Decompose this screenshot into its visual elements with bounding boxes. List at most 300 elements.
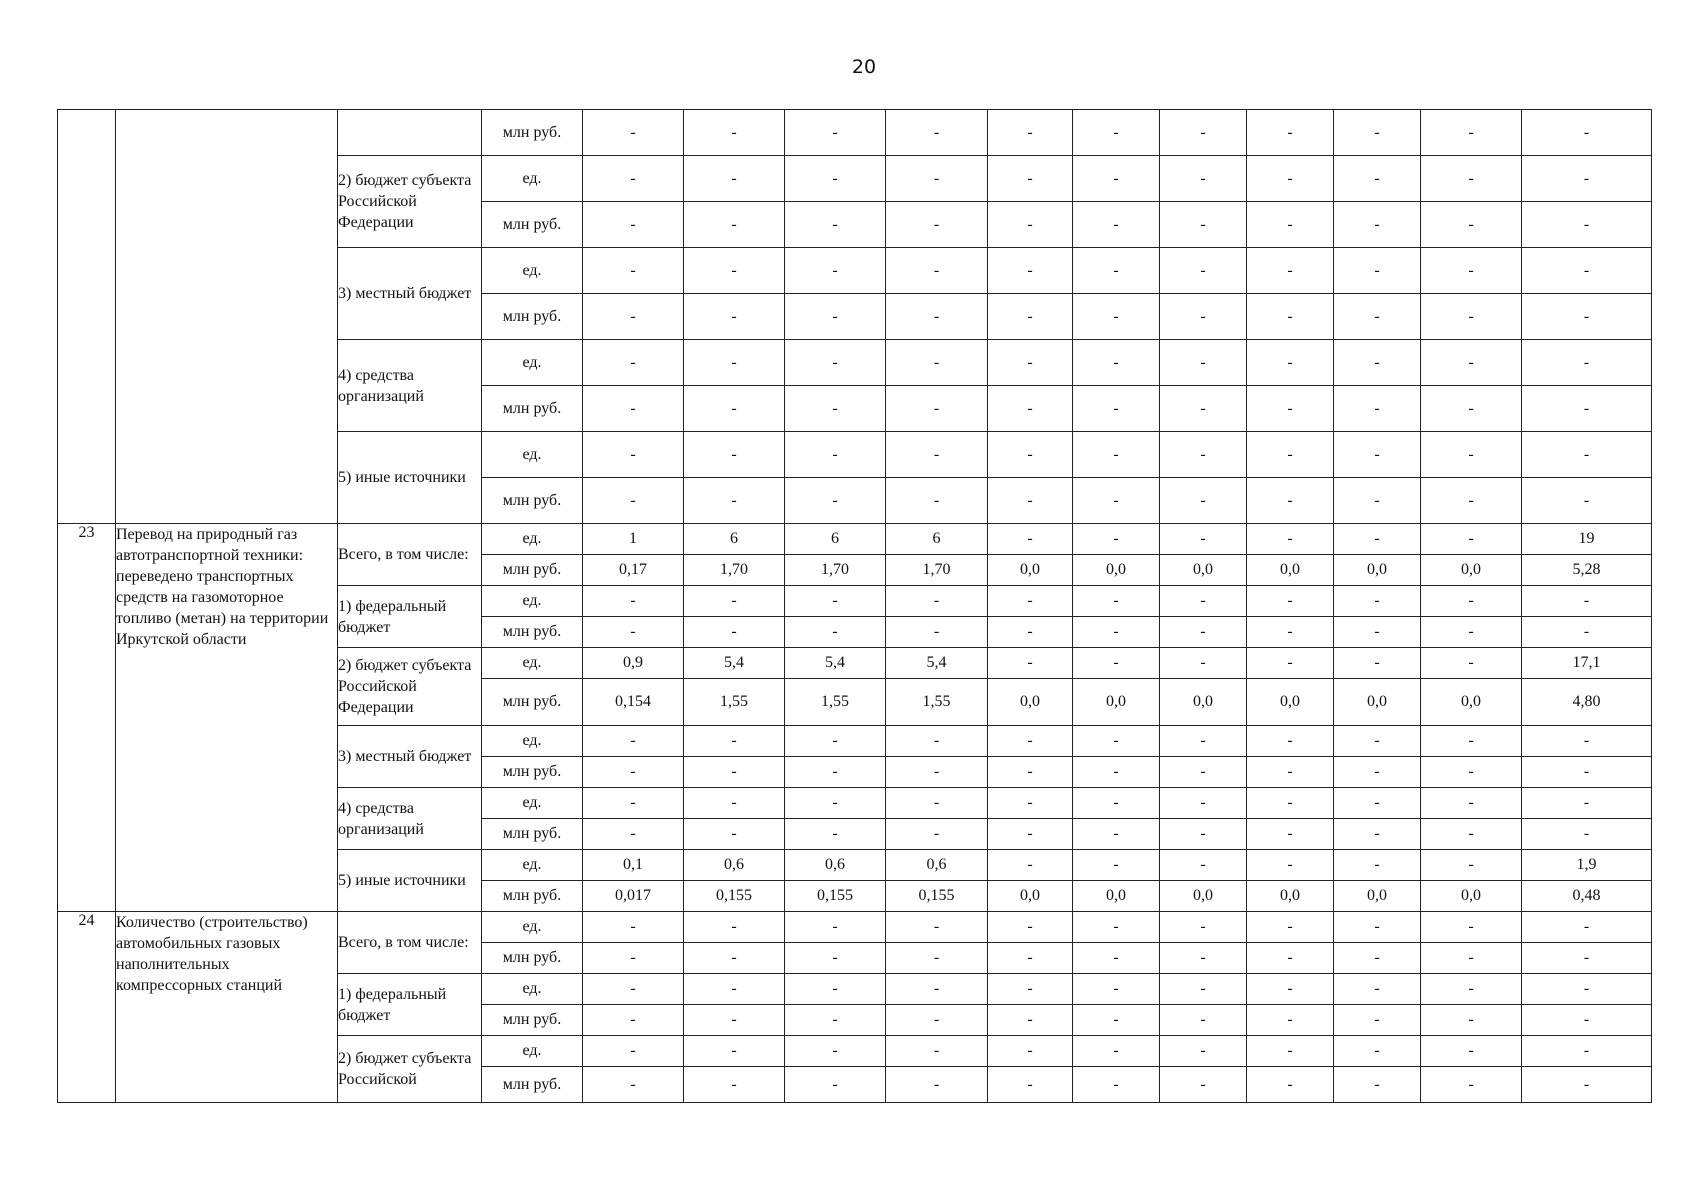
unit-cell: млн руб. <box>482 679 583 726</box>
value-cell: - <box>988 432 1073 478</box>
unit-cell: ед. <box>482 524 583 555</box>
value-cell: - <box>1247 850 1334 881</box>
value-cell: - <box>988 1005 1073 1036</box>
value-cell: - <box>1421 1036 1522 1067</box>
value-cell: 0,1 <box>583 850 684 881</box>
value-cell: - <box>1522 586 1652 617</box>
value-cell: - <box>1334 1036 1421 1067</box>
value-cell: 0,155 <box>886 881 988 912</box>
value-cell: - <box>1334 912 1421 943</box>
value-cell: - <box>1421 850 1522 881</box>
value-cell: - <box>886 819 988 850</box>
value-cell: - <box>988 586 1073 617</box>
unit-cell: млн руб. <box>482 202 583 248</box>
value-cell: - <box>886 294 988 340</box>
value-cell: - <box>583 1005 684 1036</box>
value-cell: - <box>1421 1067 1522 1103</box>
value-cell: - <box>988 617 1073 648</box>
value-cell: - <box>1334 850 1421 881</box>
value-cell: - <box>583 912 684 943</box>
value-cell: - <box>1073 478 1160 524</box>
value-cell: - <box>785 912 886 943</box>
value-cell: - <box>785 1005 886 1036</box>
value-cell: - <box>988 726 1073 757</box>
value-cell: - <box>583 586 684 617</box>
value-cell: - <box>1073 202 1160 248</box>
value-cell: 0,0 <box>1073 555 1160 586</box>
value-cell: - <box>785 294 886 340</box>
value-cell: 0,6 <box>684 850 785 881</box>
value-cell: 0,0 <box>988 881 1073 912</box>
value-cell: - <box>684 726 785 757</box>
value-cell: - <box>1160 156 1247 202</box>
value-cell: - <box>1421 788 1522 819</box>
value-cell: - <box>1334 788 1421 819</box>
value-cell: - <box>785 586 886 617</box>
source-label: 2) бюджет субъекта Российской Федерации <box>338 156 482 248</box>
value-cell: - <box>1247 110 1334 156</box>
value-cell: 0,17 <box>583 555 684 586</box>
value-cell: - <box>1421 432 1522 478</box>
value-cell: - <box>1160 850 1247 881</box>
value-cell: - <box>1160 1005 1247 1036</box>
value-cell: - <box>583 943 684 974</box>
value-cell: - <box>684 1036 785 1067</box>
value-cell: 1,70 <box>785 555 886 586</box>
unit-cell: ед. <box>482 586 583 617</box>
value-cell: - <box>1334 617 1421 648</box>
unit-cell: млн руб. <box>482 819 583 850</box>
value-cell: - <box>684 294 785 340</box>
unit-cell: ед. <box>482 156 583 202</box>
value-cell: - <box>1073 340 1160 386</box>
value-cell: - <box>1073 757 1160 788</box>
value-cell: - <box>1522 202 1652 248</box>
unit-cell: млн руб. <box>482 1005 583 1036</box>
unit-cell: млн руб. <box>482 294 583 340</box>
unit-cell: млн руб. <box>482 757 583 788</box>
value-cell: - <box>1522 248 1652 294</box>
value-cell: - <box>684 912 785 943</box>
value-cell: - <box>785 478 886 524</box>
value-cell: - <box>684 110 785 156</box>
unit-cell: ед. <box>482 912 583 943</box>
value-cell: - <box>1247 943 1334 974</box>
unit-cell: млн руб. <box>482 386 583 432</box>
source-label: 3) местный бюджет <box>338 248 482 340</box>
unit-cell: ед. <box>482 726 583 757</box>
value-cell: - <box>1247 156 1334 202</box>
unit-cell: ед. <box>482 1036 583 1067</box>
value-cell: - <box>988 340 1073 386</box>
value-cell: - <box>1160 648 1247 679</box>
value-cell: - <box>684 757 785 788</box>
value-cell: - <box>988 974 1073 1005</box>
value-cell: - <box>583 819 684 850</box>
value-cell: - <box>785 1036 886 1067</box>
value-cell: - <box>1247 1005 1334 1036</box>
value-cell: - <box>1522 386 1652 432</box>
value-cell: - <box>583 1036 684 1067</box>
value-cell: - <box>886 110 988 156</box>
source-label: 5) иные источники <box>338 432 482 524</box>
value-cell: - <box>1247 294 1334 340</box>
value-cell: - <box>1247 1036 1334 1067</box>
value-cell: - <box>1334 757 1421 788</box>
value-cell: 0,0 <box>1421 679 1522 726</box>
value-cell: - <box>886 248 988 294</box>
value-cell: - <box>1522 912 1652 943</box>
value-cell: - <box>1522 1005 1652 1036</box>
value-cell: - <box>1160 478 1247 524</box>
item-number: 24 <box>58 912 116 1103</box>
value-cell: - <box>684 248 785 294</box>
value-cell: - <box>583 386 684 432</box>
value-cell: - <box>1073 1036 1160 1067</box>
value-cell: - <box>785 617 886 648</box>
value-cell: - <box>785 432 886 478</box>
value-cell: - <box>1421 524 1522 555</box>
value-cell: - <box>886 478 988 524</box>
value-cell: - <box>1522 726 1652 757</box>
value-cell: - <box>1073 1067 1160 1103</box>
value-cell: - <box>1334 248 1421 294</box>
unit-cell: ед. <box>482 974 583 1005</box>
value-cell: 0,0 <box>1073 679 1160 726</box>
value-cell: - <box>1247 432 1334 478</box>
value-cell: - <box>1334 974 1421 1005</box>
value-cell: - <box>1421 110 1522 156</box>
unit-cell: млн руб. <box>482 110 583 156</box>
value-cell: - <box>785 726 886 757</box>
value-cell: - <box>1522 478 1652 524</box>
value-cell: - <box>1160 1067 1247 1103</box>
value-cell: 0,0 <box>1160 555 1247 586</box>
value-cell: - <box>583 202 684 248</box>
value-cell: - <box>1247 1067 1334 1103</box>
source-label: 5) иные источники <box>338 850 482 912</box>
unit-cell: млн руб. <box>482 555 583 586</box>
value-cell: - <box>1421 912 1522 943</box>
value-cell: - <box>988 819 1073 850</box>
value-cell: 0,155 <box>785 881 886 912</box>
value-cell: - <box>886 386 988 432</box>
value-cell: - <box>1160 586 1247 617</box>
value-cell: - <box>1073 726 1160 757</box>
value-cell: - <box>1522 974 1652 1005</box>
value-cell: - <box>988 1036 1073 1067</box>
value-cell: - <box>583 432 684 478</box>
unit-cell: ед. <box>482 788 583 819</box>
value-cell: - <box>1073 110 1160 156</box>
value-cell: 5,4 <box>785 648 886 679</box>
value-cell: 1,70 <box>886 555 988 586</box>
value-cell: - <box>1421 294 1522 340</box>
value-cell: - <box>1421 819 1522 850</box>
value-cell: - <box>1160 617 1247 648</box>
value-cell: - <box>886 726 988 757</box>
value-cell: - <box>1334 340 1421 386</box>
value-cell: - <box>988 757 1073 788</box>
value-cell: - <box>1247 617 1334 648</box>
table-row <box>58 912 1652 943</box>
value-cell: - <box>1334 1005 1421 1036</box>
value-cell: - <box>1522 943 1652 974</box>
value-cell: - <box>785 156 886 202</box>
value-cell: 5,4 <box>886 648 988 679</box>
value-cell: - <box>684 943 785 974</box>
value-cell: - <box>1421 617 1522 648</box>
value-cell: - <box>1160 726 1247 757</box>
item-description: Количество (строительство) автомобильных газовых наполнительных компрессорных станций <box>116 912 338 1103</box>
value-cell: - <box>583 156 684 202</box>
value-cell: - <box>1421 648 1522 679</box>
value-cell: - <box>785 110 886 156</box>
value-cell: - <box>1247 757 1334 788</box>
value-cell: 0,6 <box>886 850 988 881</box>
value-cell: - <box>583 974 684 1005</box>
value-cell: - <box>886 1067 988 1103</box>
value-cell: - <box>1247 340 1334 386</box>
table-row <box>58 110 1652 156</box>
value-cell: - <box>785 943 886 974</box>
value-cell: 0,154 <box>583 679 684 726</box>
value-cell: - <box>886 788 988 819</box>
value-cell: - <box>1334 1067 1421 1103</box>
value-cell: - <box>1247 248 1334 294</box>
value-cell: - <box>886 974 988 1005</box>
value-cell: - <box>1160 340 1247 386</box>
value-cell: 1,55 <box>785 679 886 726</box>
value-cell: - <box>886 757 988 788</box>
value-cell: 1,9 <box>1522 850 1652 881</box>
value-cell: - <box>785 340 886 386</box>
value-cell: 0,9 <box>583 648 684 679</box>
value-cell: - <box>988 478 1073 524</box>
value-cell: - <box>988 524 1073 555</box>
value-cell: - <box>988 386 1073 432</box>
value-cell: - <box>1522 788 1652 819</box>
source-label: 4) средства организаций <box>338 788 482 850</box>
value-cell: 6 <box>886 524 988 555</box>
item-number-cell <box>58 110 116 524</box>
value-cell: - <box>1522 110 1652 156</box>
value-cell: 6 <box>785 524 886 555</box>
value-cell: - <box>583 110 684 156</box>
value-cell: - <box>785 819 886 850</box>
source-label: 1) федеральный бюджет <box>338 974 482 1036</box>
value-cell: - <box>1421 726 1522 757</box>
value-cell: - <box>1421 248 1522 294</box>
value-cell: - <box>684 432 785 478</box>
value-cell: - <box>1073 648 1160 679</box>
value-cell: 1,70 <box>684 555 785 586</box>
value-cell: - <box>1421 202 1522 248</box>
value-cell: - <box>886 156 988 202</box>
value-cell: - <box>886 432 988 478</box>
value-cell: - <box>1334 294 1421 340</box>
value-cell: - <box>1421 478 1522 524</box>
value-cell: - <box>1247 788 1334 819</box>
value-cell: - <box>583 757 684 788</box>
unit-cell: ед. <box>482 432 583 478</box>
value-cell: - <box>1522 617 1652 648</box>
value-cell: - <box>886 943 988 974</box>
value-cell: 0,0 <box>1421 881 1522 912</box>
value-cell: 0,0 <box>988 679 1073 726</box>
value-cell: - <box>886 1036 988 1067</box>
value-cell: - <box>886 912 988 943</box>
value-cell: 0,0 <box>1247 679 1334 726</box>
value-cell: - <box>988 912 1073 943</box>
value-cell: - <box>1073 943 1160 974</box>
value-cell: - <box>1522 1036 1652 1067</box>
value-cell: - <box>684 202 785 248</box>
value-cell: - <box>1334 202 1421 248</box>
value-cell: - <box>1160 788 1247 819</box>
source-label: Всего, в том числе: <box>338 912 482 974</box>
value-cell: - <box>988 1067 1073 1103</box>
value-cell: - <box>886 340 988 386</box>
value-cell: - <box>1160 248 1247 294</box>
value-cell: - <box>1160 757 1247 788</box>
value-cell: - <box>1073 1005 1160 1036</box>
value-cell: - <box>1421 757 1522 788</box>
value-cell: - <box>988 156 1073 202</box>
value-cell: - <box>684 386 785 432</box>
value-cell: - <box>988 943 1073 974</box>
value-cell: 0,0 <box>1160 881 1247 912</box>
value-cell: - <box>1160 432 1247 478</box>
value-cell: - <box>1160 974 1247 1005</box>
value-cell: - <box>1160 912 1247 943</box>
item-number: 23 <box>58 524 116 912</box>
value-cell: - <box>1334 943 1421 974</box>
page-number: 20 <box>851 56 877 78</box>
value-cell: 5,28 <box>1522 555 1652 586</box>
value-cell: - <box>1522 156 1652 202</box>
value-cell: 0,0 <box>1160 679 1247 726</box>
value-cell: - <box>1522 340 1652 386</box>
value-cell: - <box>886 1005 988 1036</box>
value-cell: - <box>684 1005 785 1036</box>
value-cell: - <box>684 819 785 850</box>
unit-cell: млн руб. <box>482 478 583 524</box>
program-indicators-table <box>57 109 1652 1103</box>
value-cell: - <box>1160 202 1247 248</box>
value-cell: - <box>1334 524 1421 555</box>
value-cell: - <box>1247 912 1334 943</box>
value-cell: - <box>1247 202 1334 248</box>
value-cell: - <box>1160 524 1247 555</box>
value-cell: - <box>1334 156 1421 202</box>
value-cell: - <box>1073 974 1160 1005</box>
value-cell: - <box>785 386 886 432</box>
value-cell: - <box>1522 1067 1652 1103</box>
value-cell: - <box>886 586 988 617</box>
value-cell: - <box>988 294 1073 340</box>
value-cell: - <box>1247 648 1334 679</box>
value-cell: 0,0 <box>988 555 1073 586</box>
value-cell: - <box>1073 294 1160 340</box>
value-cell: - <box>988 788 1073 819</box>
value-cell: - <box>1421 340 1522 386</box>
value-cell: 0,6 <box>785 850 886 881</box>
value-cell: 0,017 <box>583 881 684 912</box>
value-cell: 0,0 <box>1073 881 1160 912</box>
value-cell: - <box>785 1067 886 1103</box>
value-cell: - <box>684 340 785 386</box>
value-cell: - <box>988 110 1073 156</box>
value-cell: - <box>886 617 988 648</box>
value-cell: - <box>785 757 886 788</box>
value-cell: 6 <box>684 524 785 555</box>
item-description: Перевод на природный газ автотранспортной техники: переведено транспортных средств на газомоторное топливо (метан) на территории Иркутской области <box>116 524 338 912</box>
value-cell: - <box>583 1067 684 1103</box>
value-cell: - <box>1421 943 1522 974</box>
value-cell: - <box>1334 586 1421 617</box>
value-cell: - <box>1247 819 1334 850</box>
source-label: 1) федеральный бюджет <box>338 586 482 648</box>
unit-cell: млн руб. <box>482 943 583 974</box>
value-cell: - <box>583 726 684 757</box>
value-cell: 1,55 <box>886 679 988 726</box>
value-cell: 0,0 <box>1334 555 1421 586</box>
value-cell: - <box>583 617 684 648</box>
value-cell: - <box>583 478 684 524</box>
value-cell: - <box>684 478 785 524</box>
value-cell: 0,0 <box>1247 881 1334 912</box>
value-cell: - <box>684 617 785 648</box>
value-cell: 0,0 <box>1247 555 1334 586</box>
value-cell: - <box>1160 819 1247 850</box>
value-cell: - <box>785 202 886 248</box>
unit-cell: млн руб. <box>482 617 583 648</box>
value-cell: 0,0 <box>1421 555 1522 586</box>
unit-cell: ед. <box>482 340 583 386</box>
value-cell: - <box>1073 788 1160 819</box>
value-cell: - <box>1073 524 1160 555</box>
value-cell: 17,1 <box>1522 648 1652 679</box>
value-cell: 0,155 <box>684 881 785 912</box>
unit-cell: млн руб. <box>482 1067 583 1103</box>
value-cell: - <box>583 248 684 294</box>
value-cell: - <box>785 788 886 819</box>
value-cell: - <box>1247 478 1334 524</box>
value-cell: - <box>1334 648 1421 679</box>
value-cell: - <box>1522 757 1652 788</box>
value-cell: 0,48 <box>1522 881 1652 912</box>
value-cell: - <box>1160 386 1247 432</box>
value-cell: - <box>1247 586 1334 617</box>
value-cell: - <box>785 248 886 294</box>
value-cell: - <box>1421 156 1522 202</box>
value-cell: - <box>1247 974 1334 1005</box>
value-cell: - <box>1334 110 1421 156</box>
value-cell: - <box>1073 156 1160 202</box>
value-cell: - <box>1160 1036 1247 1067</box>
value-cell: - <box>1160 943 1247 974</box>
value-cell: - <box>1522 294 1652 340</box>
value-cell: 0,0 <box>1334 881 1421 912</box>
value-cell: 1 <box>583 524 684 555</box>
value-cell: - <box>1522 819 1652 850</box>
value-cell: - <box>1247 386 1334 432</box>
value-cell: - <box>583 340 684 386</box>
value-cell: - <box>1522 432 1652 478</box>
value-cell: - <box>583 294 684 340</box>
value-cell: - <box>583 788 684 819</box>
